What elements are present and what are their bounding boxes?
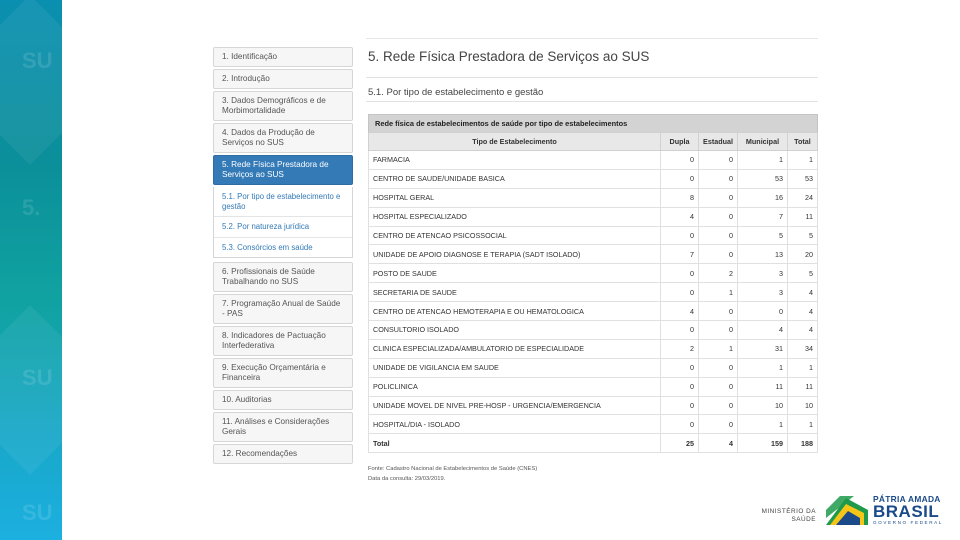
table-row	[369, 321, 818, 340]
nav-submenu	[213, 187, 353, 258]
cell-value: 4	[788, 302, 818, 321]
source-line: Fonte: Cadastro Nacional de Estabelecimentos de Saúde (CNES)	[368, 466, 538, 472]
cell-tipo: CONSULTORIO ISOLADO	[369, 321, 661, 340]
cell-value: 31	[738, 339, 788, 358]
total-label: Total	[369, 434, 661, 453]
table-row	[369, 283, 818, 302]
nav-item[interactable]: 12. Recomendações	[213, 444, 353, 464]
cell-tipo: CENTRO DE ATENCAO PSICOSSOCIAL	[369, 226, 661, 245]
table-row	[369, 302, 818, 321]
cell-tipo: CLINICA ESPECIALIZADA/AMBULATORIO DE ESPECIALIDADE	[369, 339, 661, 358]
cell-value: 0	[699, 207, 738, 226]
table-header-row	[369, 133, 818, 151]
cell-tipo: SECRETARIA DE SAUDE	[369, 283, 661, 302]
cell-value: 0	[699, 226, 738, 245]
cell-value: 53	[738, 169, 788, 188]
cell-value: 3	[738, 283, 788, 302]
nav-item[interactable]: 5. Rede Física Prestadora de Serviços ao SUS	[213, 155, 353, 185]
cell-tipo: UNIDADE MOVEL DE NIVEL PRE-HOSP - URGENCIA/EMERGENCIA	[369, 396, 661, 415]
cell-value: 0	[661, 377, 699, 396]
cell-value: 0	[699, 377, 738, 396]
cell-value: 5	[738, 226, 788, 245]
cell-value: 4	[661, 207, 699, 226]
cell-tipo: UNIDADE DE VIGILANCIA EM SAUDE	[369, 358, 661, 377]
nav-item[interactable]: 4. Dados da Produção de Serviços no SUS	[213, 123, 353, 153]
cell-value: 0	[699, 245, 738, 264]
cell-value: 4	[738, 321, 788, 340]
table-row	[369, 339, 818, 358]
cell-tipo: HOSPITAL ESPECIALIZADO	[369, 207, 661, 226]
nav-item[interactable]: 3. Dados Demográficos e de Morbimortalidade	[213, 91, 353, 121]
table-row	[369, 264, 818, 283]
cell-value: 0	[699, 321, 738, 340]
cell-value: 0	[699, 396, 738, 415]
band-watermark: 5.	[22, 195, 41, 220]
nav-item[interactable]: 10. Auditorias	[213, 390, 353, 410]
brasil-logo-line: GOVERNO FEDERAL	[873, 520, 943, 525]
ministerio-logo-line: SAÚDE	[791, 516, 816, 523]
table-row	[369, 245, 818, 264]
nav-subitem[interactable]: 5.2. Por natureza jurídica	[214, 217, 352, 238]
table-row	[369, 207, 818, 226]
cell-value: 7	[661, 245, 699, 264]
band-watermark: SU	[22, 500, 53, 525]
main-content	[366, 38, 818, 453]
brasil-logo-line: BRASIL	[873, 502, 940, 521]
cell-value: 8	[661, 188, 699, 207]
cell-value: 53	[788, 169, 818, 188]
cell-value: 7	[738, 207, 788, 226]
nav-item[interactable]: 7. Programação Anual de Saúde - PAS	[213, 294, 353, 324]
brasil-logo-line: PÁTRIA AMADA	[873, 494, 941, 504]
cell-value: 0	[699, 169, 738, 188]
total-value: 159	[738, 434, 788, 453]
header-estadual: Estadual	[699, 133, 738, 151]
cell-value: 34	[788, 339, 818, 358]
cell-value: 16	[738, 188, 788, 207]
table-row	[369, 226, 818, 245]
cell-tipo: CENTRO DE SAUDE/UNIDADE BASICA	[369, 169, 661, 188]
cell-value: 0	[661, 264, 699, 283]
report-nav	[213, 47, 353, 466]
section-subtitle: 5.1. Por tipo de estabelecimento e gestão	[368, 87, 544, 98]
cell-value: 0	[661, 415, 699, 434]
header-total: Total	[788, 133, 818, 151]
cell-value: 1	[738, 358, 788, 377]
cell-value: 3	[738, 264, 788, 283]
header-municipal: Municipal	[738, 133, 788, 151]
cell-value: 13	[738, 245, 788, 264]
cell-value: 0	[661, 169, 699, 188]
table-caption: Rede física de estabelecimentos de saúde por tipo de estabelecimentos	[368, 114, 818, 132]
cell-tipo: UNIDADE DE APOIO DIAGNOSE E TERAPIA (SADT ISOLADO)	[369, 245, 661, 264]
ministerio-saude-logo	[760, 508, 816, 524]
cell-value: 2	[661, 339, 699, 358]
cell-value: 0	[699, 302, 738, 321]
cell-value: 1	[738, 151, 788, 170]
cell-tipo: HOSPITAL/DIA - ISOLADO	[369, 415, 661, 434]
cell-value: 0	[661, 151, 699, 170]
total-value: 188	[788, 434, 818, 453]
cell-value: 1	[788, 151, 818, 170]
band-watermark: SU	[22, 365, 53, 390]
cell-value: 1	[738, 415, 788, 434]
table-row	[369, 415, 818, 434]
cell-tipo: POSTO DE SAUDE	[369, 264, 661, 283]
table-source	[368, 465, 537, 484]
page-title: 5. Rede Física Prestadora de Serviços ao SUS	[368, 49, 650, 64]
cell-value: 1	[788, 358, 818, 377]
left-decorative-band	[0, 0, 62, 540]
cell-value: 0	[738, 302, 788, 321]
cell-value: 0	[661, 226, 699, 245]
table-row	[369, 151, 818, 170]
brasil-logo-text	[873, 495, 943, 526]
nav-item[interactable]: 9. Execução Orçamentária e Financeira	[213, 358, 353, 388]
cell-value: 11	[738, 377, 788, 396]
table-row	[369, 396, 818, 415]
cell-tipo: FARMACIA	[369, 151, 661, 170]
nav-item[interactable]: 6. Profissionais de Saúde Trabalhando no SUS	[213, 262, 353, 292]
cell-value: 24	[788, 188, 818, 207]
cell-value: 5	[788, 264, 818, 283]
nav-item[interactable]: 8. Indicadores de Pactuação Interfederativa	[213, 326, 353, 356]
cell-tipo: HOSPITAL GERAL	[369, 188, 661, 207]
consult-date: Data da consulta: 29/03/2019.	[368, 475, 446, 482]
table-row	[369, 169, 818, 188]
cell-value: 4	[661, 302, 699, 321]
cell-value: 11	[788, 207, 818, 226]
cell-tipo: POLICLINICA	[369, 377, 661, 396]
cell-value: 20	[788, 245, 818, 264]
divider	[366, 77, 818, 78]
establishments-table	[368, 114, 818, 453]
divider	[366, 101, 818, 102]
cell-value: 0	[661, 396, 699, 415]
nav-item[interactable]: 11. Análises e Considerações Gerais	[213, 412, 353, 442]
cell-value: 1	[788, 415, 818, 434]
total-value: 4	[699, 434, 738, 453]
cell-value: 2	[699, 264, 738, 283]
cell-value: 10	[738, 396, 788, 415]
brasil-flag-icon	[826, 496, 868, 525]
brasil-governo-logo	[826, 495, 944, 527]
header-tipo: Tipo de Estabelecimento	[369, 133, 661, 151]
table-row	[369, 358, 818, 377]
cell-value: 0	[699, 415, 738, 434]
table-row	[369, 188, 818, 207]
table-row	[369, 377, 818, 396]
cell-value: 0	[699, 188, 738, 207]
nav-subitem[interactable]: 5.1. Por tipo de estabelecimento e gestão	[214, 187, 352, 217]
total-value: 25	[661, 434, 699, 453]
band-shape	[0, 0, 62, 165]
cell-value: 11	[788, 377, 818, 396]
cell-value: 4	[788, 321, 818, 340]
nav-subitem[interactable]: 5.3. Consórcios em saúde	[214, 238, 352, 259]
cell-value: 10	[788, 396, 818, 415]
nav-item[interactable]: 1. Identificação	[213, 47, 353, 67]
cell-value: 4	[788, 283, 818, 302]
cell-value: 0	[661, 358, 699, 377]
cell-value: 0	[699, 358, 738, 377]
band-watermark: SU	[22, 48, 53, 73]
cell-value: 0	[699, 151, 738, 170]
cell-value: 0	[661, 283, 699, 302]
header-dupla: Dupla	[661, 133, 699, 151]
nav-item[interactable]: 2. Introdução	[213, 69, 353, 89]
cell-value: 1	[699, 339, 738, 358]
cell-value: 1	[699, 283, 738, 302]
ministerio-logo-line: MINISTÉRIO DA	[761, 508, 816, 515]
divider	[366, 38, 818, 39]
cell-value: 0	[661, 321, 699, 340]
cell-value: 5	[788, 226, 818, 245]
cell-tipo: CENTRO DE ATENCAO HEMOTERAPIA E OU HEMATOLOGICA	[369, 302, 661, 321]
table-total-row	[369, 434, 818, 453]
